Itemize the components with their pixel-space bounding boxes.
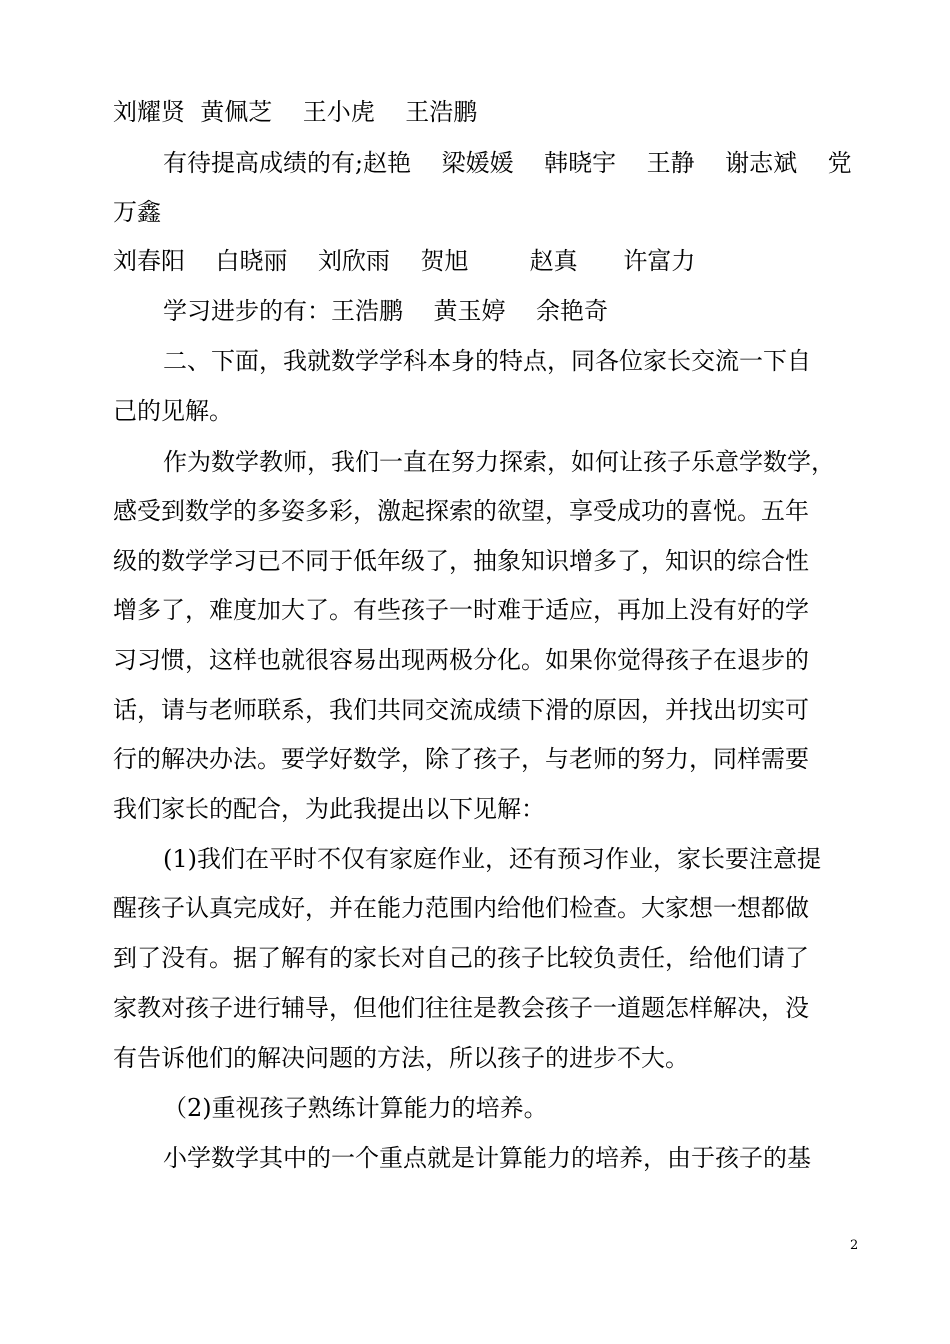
text-line: 行的解决办法。要学好数学，除了孩子，与老师的努力，同样需要 [113, 745, 809, 773]
text-line: 二、下面，我就数学学科本身的特点，同各位家长交流一下自 [163, 347, 811, 375]
text-line: 刘耀贤 黄佩芝 王小虎 王浩鹏 [113, 98, 478, 126]
text-line: 我们家长的配合，为此我提出以下见解： [113, 795, 545, 823]
text-line: 感受到数学的多姿多彩，激起探索的欲望，享受成功的喜悦。五年 [113, 497, 809, 525]
text-line: 家教对孩子进行辅导，但他们往往是教会孩子一道题怎样解决，没 [113, 994, 809, 1022]
text-line: 话，请与老师联系，我们共同交流成绩下滑的原因，并找出切实可 [113, 696, 809, 724]
text-line: 刘春阳 白晓丽 刘欣雨 贺旭 赵真 许富力 [113, 247, 696, 275]
text-line: 到了没有。据了解有的家长对自己的孩子比较负责任，给他们请了 [113, 944, 809, 972]
text-line: 己的见解。 [113, 397, 233, 425]
text-line: 醒孩子认真完成好，并在能力范围内给他们检查。大家想一想都做 [113, 894, 809, 922]
text-line: 万鑫 [113, 198, 161, 226]
text-line: 小学数学其中的一个重点就是计算能力的培养，由于孩子的基 [163, 1144, 811, 1172]
text-line: 级的数学学习已不同于低年级了，抽象知识增多了，知识的综合性 [113, 547, 809, 575]
text-line: 有待提高成绩的有;赵艳 梁媛媛 韩晓宇 王静 谢志斌 党 [163, 149, 852, 177]
text-line: 增多了，难度加大了。有些孩子一时难于适应，再加上没有好的学 [113, 596, 809, 624]
text-line: 学习进步的有：王浩鹏 黄玉婷 余艳奇 [163, 297, 609, 325]
text-line: 习习惯，这样也就很容易出现两极分化。如果你觉得孩子在退步的 [113, 646, 809, 674]
text-line: 作为数学教师，我们一直在努力探索，如何让孩子乐意学数学， [163, 448, 835, 476]
text-line: (1)我们在平时不仅有家庭作业，还有预习作业，家长要注意提 [163, 845, 821, 873]
page-number: 2 [850, 1238, 859, 1253]
text-line: 有告诉他们的解决问题的方法，所以孩子的进步不大。 [113, 1044, 689, 1072]
text-line: （2)重视孩子熟练计算能力的培养。 [163, 1094, 548, 1122]
